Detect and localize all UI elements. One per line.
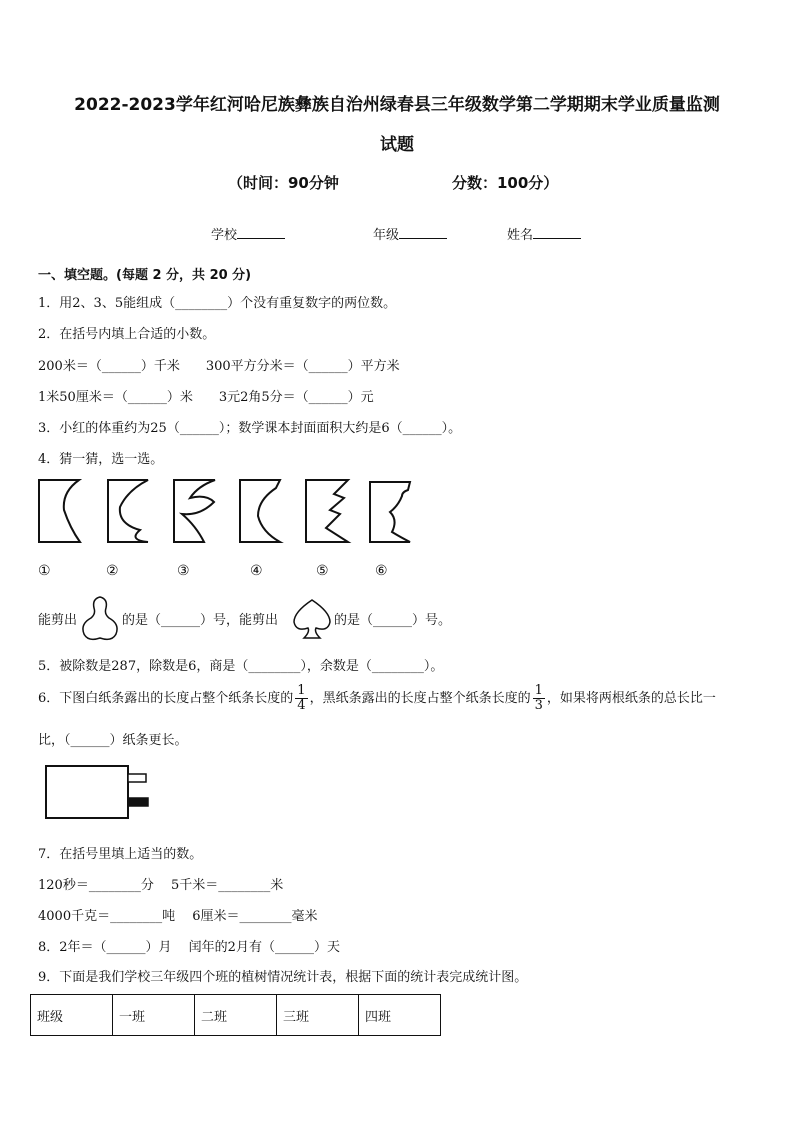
name-field[interactable] <box>507 224 581 243</box>
shape-label-5: ⑤ <box>316 563 329 579</box>
question-6-line2: 比，（______）纸条更长。 <box>38 733 188 748</box>
grade-label: 年级 <box>373 228 400 243</box>
gourd-shape <box>78 594 122 644</box>
shape-label-2: ② <box>106 563 119 579</box>
fraction-denominator: 3 <box>534 698 543 713</box>
table-cell: 一班 <box>113 995 195 1036</box>
question-6-text-c: ，如果将两根纸条的总长比一 <box>546 691 716 706</box>
section-heading: 一、填空题。(每题 2 分，共 20 分) <box>38 268 252 283</box>
table-cell: 二班 <box>195 995 277 1036</box>
black-strip <box>128 798 148 806</box>
table-cell: 三班 <box>277 995 359 1036</box>
question-2: 2．在括号内填上合适的小数。 <box>38 327 216 342</box>
exam-title-line1: 2022-2023学年红河哈尼族彝族自治州绿春县三年级数学第二学期期末学业质量监测 <box>74 95 720 115</box>
fraction-numerator: 1 <box>534 683 543 698</box>
paper-shape-5 <box>306 480 348 542</box>
question-7b: 4000千克＝________吨 6厘米＝________毫米 <box>38 909 318 924</box>
exam-title-line2: 试题 <box>380 135 414 155</box>
shape-label-4: ④ <box>250 563 263 579</box>
question-6-text-b: ，黑纸条露出的长度占整个纸条长度的 <box>309 691 531 706</box>
school-label: 学校 <box>211 228 238 243</box>
question-2b: 1米50厘米＝（______）米 3元2角5分＝（______）元 <box>38 390 374 405</box>
spade-shape <box>290 596 334 640</box>
exam-time: （时间：90分钟 <box>228 174 339 192</box>
question-1: 1．用2、3、5能组成（________）个没有重复数字的两位数。 <box>38 296 397 311</box>
tree-planting-table <box>30 994 441 1036</box>
shape-label-6: ⑥ <box>375 563 388 579</box>
paper-shape-2 <box>108 480 148 542</box>
table-cell: 班级 <box>31 995 113 1036</box>
question-6-line1 <box>38 684 716 713</box>
fraction-one-quarter <box>295 684 307 713</box>
school-field[interactable] <box>211 224 285 243</box>
shape-label-1: ① <box>38 563 51 579</box>
shape-label-3: ③ <box>177 563 190 579</box>
question-4: 4．猜一猜，选一选。 <box>38 452 164 467</box>
paper-shape-6 <box>370 482 410 542</box>
question-7: 7．在括号里填上适当的数。 <box>38 847 203 862</box>
question-8: 8．2年＝（______）月 闰年的2月有（______）天 <box>38 940 340 955</box>
question-9: 9．下面是我们学校三年级四个班的植树情况统计表，根据下面的统计表完成统计图。 <box>38 970 528 985</box>
question-2a: 200米＝（______）千米 300平方分米＝（______）平方米 <box>38 359 400 374</box>
fraction-numerator: 1 <box>297 683 306 698</box>
question-3: 3．小红的体重约为25（______）；数学课本封面面积大约是6（______）。 <box>38 421 462 436</box>
paper-shape-4 <box>240 480 280 542</box>
exam-score: 分数：100分） <box>452 174 559 192</box>
question-4-answer-b: 的是（______）号，能剪出 <box>122 613 279 628</box>
question-6-text-a: 6．下图白纸条露出的长度占整个纸条长度的 <box>38 691 294 706</box>
paper-strips-figure <box>44 762 156 822</box>
white-strip <box>128 774 146 782</box>
question-7a: 120秒＝________分 5千米＝________米 <box>38 878 284 893</box>
fraction-one-third <box>533 684 545 713</box>
question-4-answer-c: 的是（______）号。 <box>334 613 452 628</box>
name-label: 姓名 <box>507 228 534 243</box>
name-blank[interactable] <box>533 226 581 239</box>
question-5: 5．被除数是287，除数是6，商是（________），余数是（________）。 <box>38 659 444 674</box>
paper-shape-3 <box>174 480 215 542</box>
table-cell: 四班 <box>359 995 441 1036</box>
table-row <box>31 995 441 1036</box>
paper-shape-1 <box>39 480 80 542</box>
grade-blank[interactable] <box>399 226 447 239</box>
question-4-answer-a: 能剪出 <box>38 613 78 628</box>
folded-paper-figures <box>30 472 430 554</box>
grade-field[interactable] <box>373 224 447 243</box>
envelope-rect <box>46 766 128 818</box>
fraction-denominator: 4 <box>297 698 306 713</box>
school-blank[interactable] <box>237 226 285 239</box>
